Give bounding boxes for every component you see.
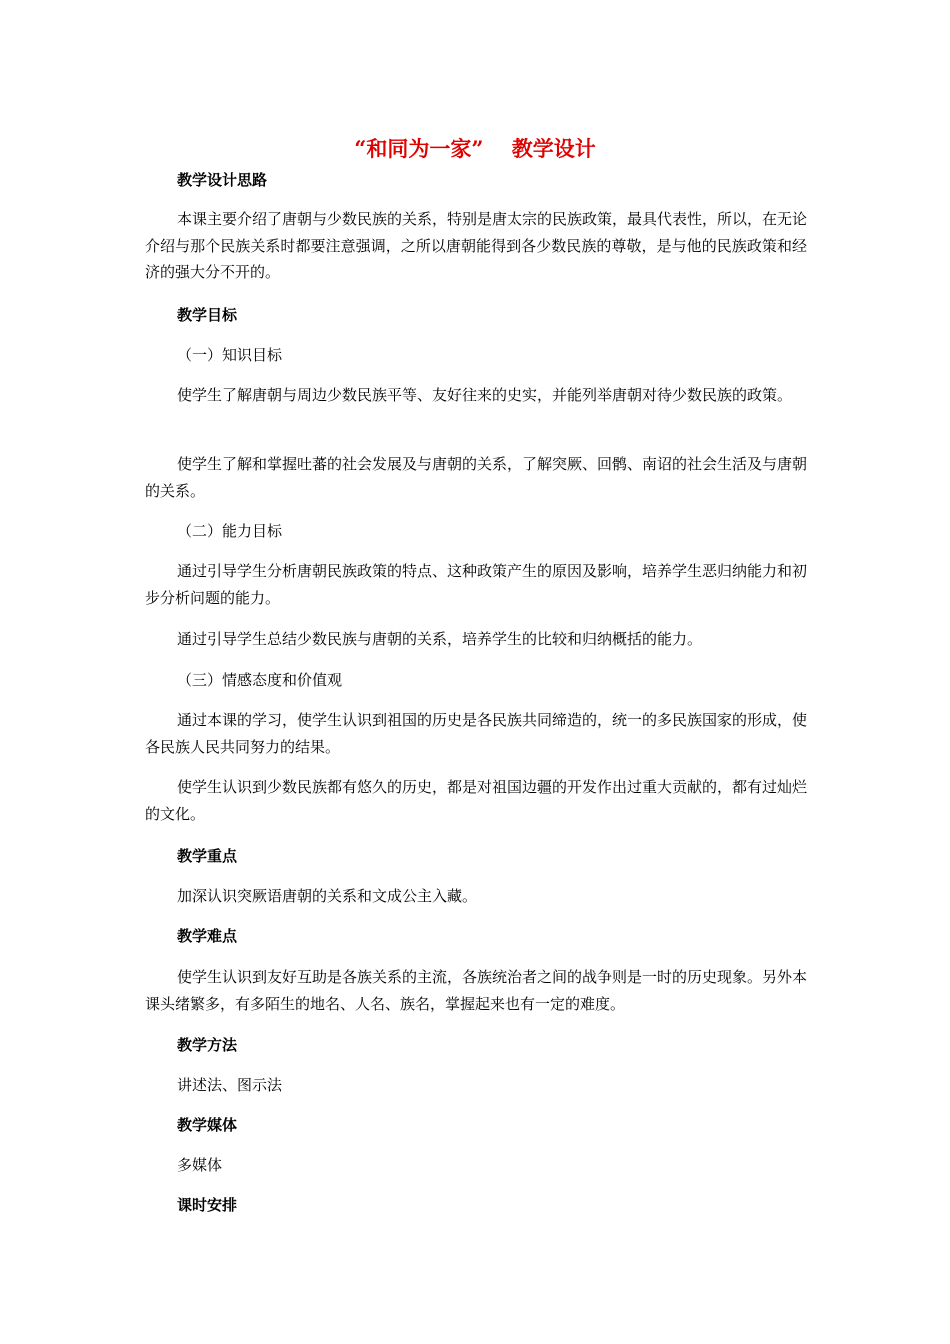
paragraph-values-2: 使学生认识到少数民族都有悠久的历史，都是对祖国边疆的开发作出过重大贡献的，都有过灿烂的文化。	[145, 778, 808, 823]
heading-media: 教学媒体	[177, 1116, 238, 1134]
paragraph-ability-1: 通过引导学生分析唐朝民族政策的特点、这种政策产生的原因及影响，培养学生恶归纳能力和初步分析问题的能力。	[145, 562, 808, 607]
heading-difficulties: 教学难点	[177, 927, 238, 945]
paragraph-knowledge-1: 使学生了解唐朝与周边少数民族平等、友好往来的史实，并能列举唐朝对待少数民族的政策。	[177, 386, 793, 404]
paragraph-ability-2: 通过引导学生总结少数民族与唐朝的关系，培养学生的比较和归纳概括的能力。	[177, 630, 703, 648]
heading-schedule: 课时安排	[177, 1196, 238, 1214]
heading-methods: 教学方法	[177, 1036, 238, 1054]
subheading-attitude-values: （三）情感态度和价值观	[177, 671, 343, 689]
paragraph-methods: 讲述法、图示法	[177, 1076, 283, 1094]
paragraph-key-points: 加深认识突厥语唐朝的关系和文成公主入藏。	[177, 887, 478, 905]
heading-design-approach: 教学设计思路	[177, 171, 268, 189]
paragraph-values-1: 通过本课的学习，使学生认识到祖国的历史是各民族共同缔造的，统一的多民族国家的形成，使各民族人民共同努力的结果。	[145, 711, 808, 756]
document-title: “和同为一家” 教学设计	[354, 136, 596, 161]
paragraph-media: 多媒体	[177, 1156, 223, 1174]
heading-teaching-goals: 教学目标	[177, 306, 238, 324]
paragraph-knowledge-2: 使学生了解和掌握吐蕃的社会发展及与唐朝的关系，了解突厥、回鹘、南诏的社会生活及与唐朝的关系。	[145, 455, 808, 500]
subheading-knowledge-goals: （一）知识目标	[177, 346, 283, 364]
paragraph-difficulties: 使学生认识到友好互助是各族关系的主流，各族统治者之间的战争则是一时的历史现象。另外本课头绪繁多，有多陌生的地名、人名、族名，掌握起来也有一定的难度。	[145, 968, 808, 1013]
subheading-ability-goals: （二）能力目标	[177, 522, 283, 540]
paragraph-design-approach: 本课主要介绍了唐朝与少数民族的关系，特别是唐太宗的民族政策，最具代表性，所以，在无论介绍与那个民族关系时都要注意强调，之所以唐朝能得到各少数民族的尊敬，是与他的民族政策和经济的强大分不开的。	[145, 210, 808, 281]
heading-key-points: 教学重点	[177, 847, 238, 865]
